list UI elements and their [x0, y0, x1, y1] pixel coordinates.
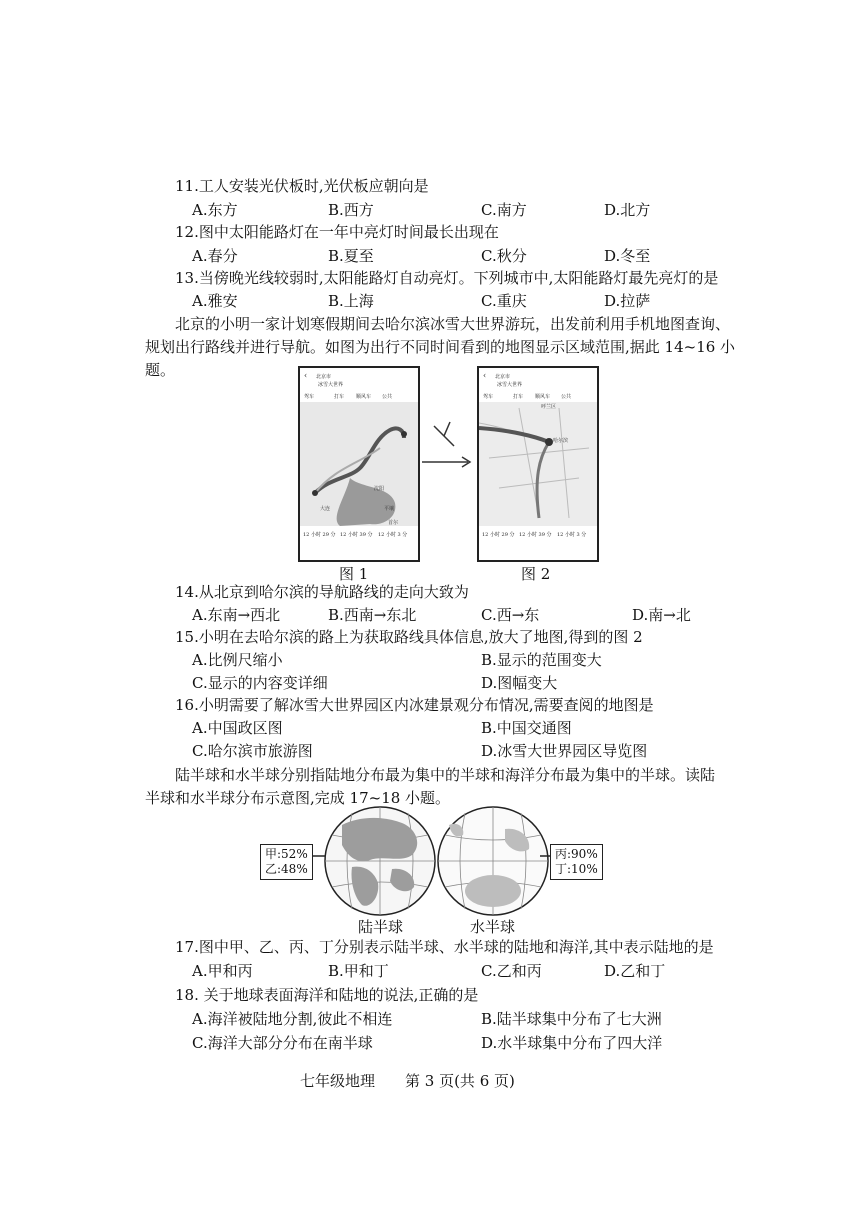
q14-option-b: B.西南→东北 — [328, 606, 417, 624]
q16-option-b: B.中国交通图 — [481, 719, 572, 737]
q14-stem: 14.从北京到哈尔滨的导航路线的走向大致为 — [175, 583, 469, 601]
q17-option-d: D.乙和丁 — [604, 962, 666, 980]
q11-option-a: A.东方 — [192, 201, 238, 219]
figure-2-caption: 图 2 — [521, 565, 551, 583]
q11-option-c: C.南方 — [481, 201, 527, 219]
q12-option-c: C.秋分 — [481, 247, 527, 265]
intro1-line2: 规划出行路线并进行导航。如图为出行不同时间看到的地图显示区域范围,据此 14~16 小 — [145, 338, 736, 356]
fig1-to: 冰雪大世界 — [318, 382, 344, 388]
land-hemisphere-caption: 陆半球 — [358, 918, 404, 936]
fig1-from: 北京市 — [316, 374, 332, 380]
intro1-line1: 北京的小明一家计划寒假期间去哈尔滨冰雪大世界游玩，出发前利用手机地图查询、 — [175, 315, 731, 333]
q16-stem: 16.小明需要了解冰雪大世界园区内冰建景观分布情况,需要查阅的地图是 — [175, 696, 654, 714]
land-hemisphere-ratio-box — [260, 844, 313, 880]
fig1-label-dalian: 大连 — [320, 506, 331, 512]
q17-option-c: C.乙和丙 — [481, 962, 542, 980]
q18-option-c: C.海洋大部分分布在南半球 — [192, 1034, 373, 1052]
water-hemisphere-caption: 水半球 — [470, 918, 516, 936]
figure-2-map — [477, 366, 599, 562]
land-ratio-jia: 甲:52% — [265, 847, 308, 861]
q13-option-d: D.拉萨 — [604, 292, 651, 310]
fig1-tab-bus: 公共 — [382, 394, 393, 400]
q12-stem: 12.图中太阳能路灯在一年中亮灯时间最长出现在 — [175, 223, 499, 241]
fig2-tab-ride: 顺风车 — [535, 394, 551, 400]
q14-option-d: D.南→北 — [632, 606, 691, 624]
figure-1-map-graphic — [300, 368, 418, 560]
intro1-line3: 题。 — [145, 361, 176, 379]
fig2-label-harbin: 哈尔滨 — [553, 438, 569, 444]
q17-option-b: B.甲和丁 — [328, 962, 389, 980]
fig1-tab-taxi: 打车 — [334, 394, 345, 400]
fig1-route-time-2: 12 小时 39 分 — [340, 532, 373, 538]
q15-option-d: D.图幅变大 — [481, 674, 558, 692]
fig1-tab-drive: 驾车 — [304, 394, 315, 400]
q17-option-a: A.甲和丙 — [192, 962, 253, 980]
map-back-icon: ‹ — [304, 371, 308, 380]
figure-2-map-graphic — [479, 368, 597, 560]
page-footer: 七年级地理 第 3 页(共 6 页) — [300, 1072, 515, 1090]
fig1-label-pyongyang: 平壤 — [384, 506, 395, 512]
fig2-tab-bus: 公共 — [561, 394, 572, 400]
q14-option-a: A.东南→西北 — [192, 606, 281, 624]
q13-option-c: C.重庆 — [481, 292, 527, 310]
sea-ratio-bing: 丙:90% — [555, 847, 598, 861]
fig2-route-time-1: 12 小时 29 分 — [482, 532, 515, 538]
figure-1-caption: 图 1 — [339, 565, 369, 583]
fig2-to: 冰雪大世界 — [497, 382, 523, 388]
svg-text:‹: ‹ — [483, 371, 487, 380]
fig1-label-seoul: 首尔 — [388, 520, 399, 526]
q13-option-b: B.上海 — [328, 292, 374, 310]
q11-option-d: D.北方 — [604, 201, 651, 219]
q15-option-c: C.显示的内容变详细 — [192, 674, 328, 692]
q18-stem: 18. 关于地球表面海洋和陆地的说法,正确的是 — [175, 986, 479, 1004]
fig2-from: 北京市 — [495, 374, 511, 380]
land-hemisphere-globe — [322, 805, 438, 917]
fig2-tab-drive: 驾车 — [483, 394, 494, 400]
fig2-route-time-2: 12 小时 39 分 — [519, 532, 552, 538]
q16-option-c: C.哈尔滨市旅游图 — [192, 742, 313, 760]
antarctica — [465, 875, 521, 907]
q16-option-a: A.中国政区图 — [192, 719, 283, 737]
q15-stem: 15.小明在去哈尔滨的路上为获取路线具体信息,放大了地图,得到的图 2 — [175, 628, 643, 646]
fig2-tab-taxi: 打车 — [513, 394, 524, 400]
q18-option-d: D.水半球集中分布了四大洋 — [481, 1034, 663, 1052]
q11-stem: 11.工人安装光伏板时,光伏板应朝向是 — [175, 177, 429, 195]
water-hemisphere-ratio-box — [550, 844, 603, 880]
q16-option-d: D.冰雪大世界园区导览图 — [481, 742, 648, 760]
fig1-label-shenyang: 沈阳 — [374, 486, 385, 492]
q17-stem: 17.图中甲、乙、丙、丁分别表示陆半球、水半球的陆地和海洋,其中表示陆地的是 — [175, 938, 714, 956]
sea-ratio-yi: 乙:48% — [265, 862, 308, 876]
q13-option-a: A.雅安 — [192, 292, 238, 310]
fig2-label-hulan: 呼兰区 — [541, 404, 557, 410]
zoom-arrow-icon — [420, 418, 476, 470]
q15-option-a: A.比例尺缩小 — [192, 651, 283, 669]
intro2-line2: 半球和水半球分布示意图,完成 17~18 小题。 — [145, 789, 451, 807]
fig1-route-time-1: 12 小时 29 分 — [303, 532, 336, 538]
q14-option-c: C.西→东 — [481, 606, 540, 624]
fig2-route-time-3: 12 小时 3 分 — [557, 532, 587, 538]
q13-stem: 13.当傍晚光线较弱时,太阳能路灯自动亮灯。下列城市中,太阳能路灯最先亮灯的是 — [175, 269, 719, 287]
q12-option-d: D.冬至 — [604, 247, 651, 265]
figure-1-map — [298, 366, 420, 562]
fig1-tab-ride: 顺风车 — [356, 394, 372, 400]
q12-option-b: B.夏至 — [328, 247, 374, 265]
intro2-line1: 陆半球和水半球分别指陆地分布最为集中的半球和海洋分布最为集中的半球。读陆 — [175, 766, 716, 784]
q15-option-b: B.显示的范围变大 — [481, 651, 602, 669]
water-hemisphere-globe — [435, 805, 551, 917]
q18-option-b: B.陆半球集中分布了七大洲 — [481, 1010, 662, 1028]
q12-option-a: A.春分 — [192, 247, 238, 265]
q18-option-a: A.海洋被陆地分割,彼此不相连 — [192, 1010, 393, 1028]
q11-option-b: B.西方 — [328, 201, 374, 219]
fig1-route-time-3: 12 小时 3 分 — [378, 532, 408, 538]
land-ratio-ding: 丁:10% — [555, 862, 598, 876]
